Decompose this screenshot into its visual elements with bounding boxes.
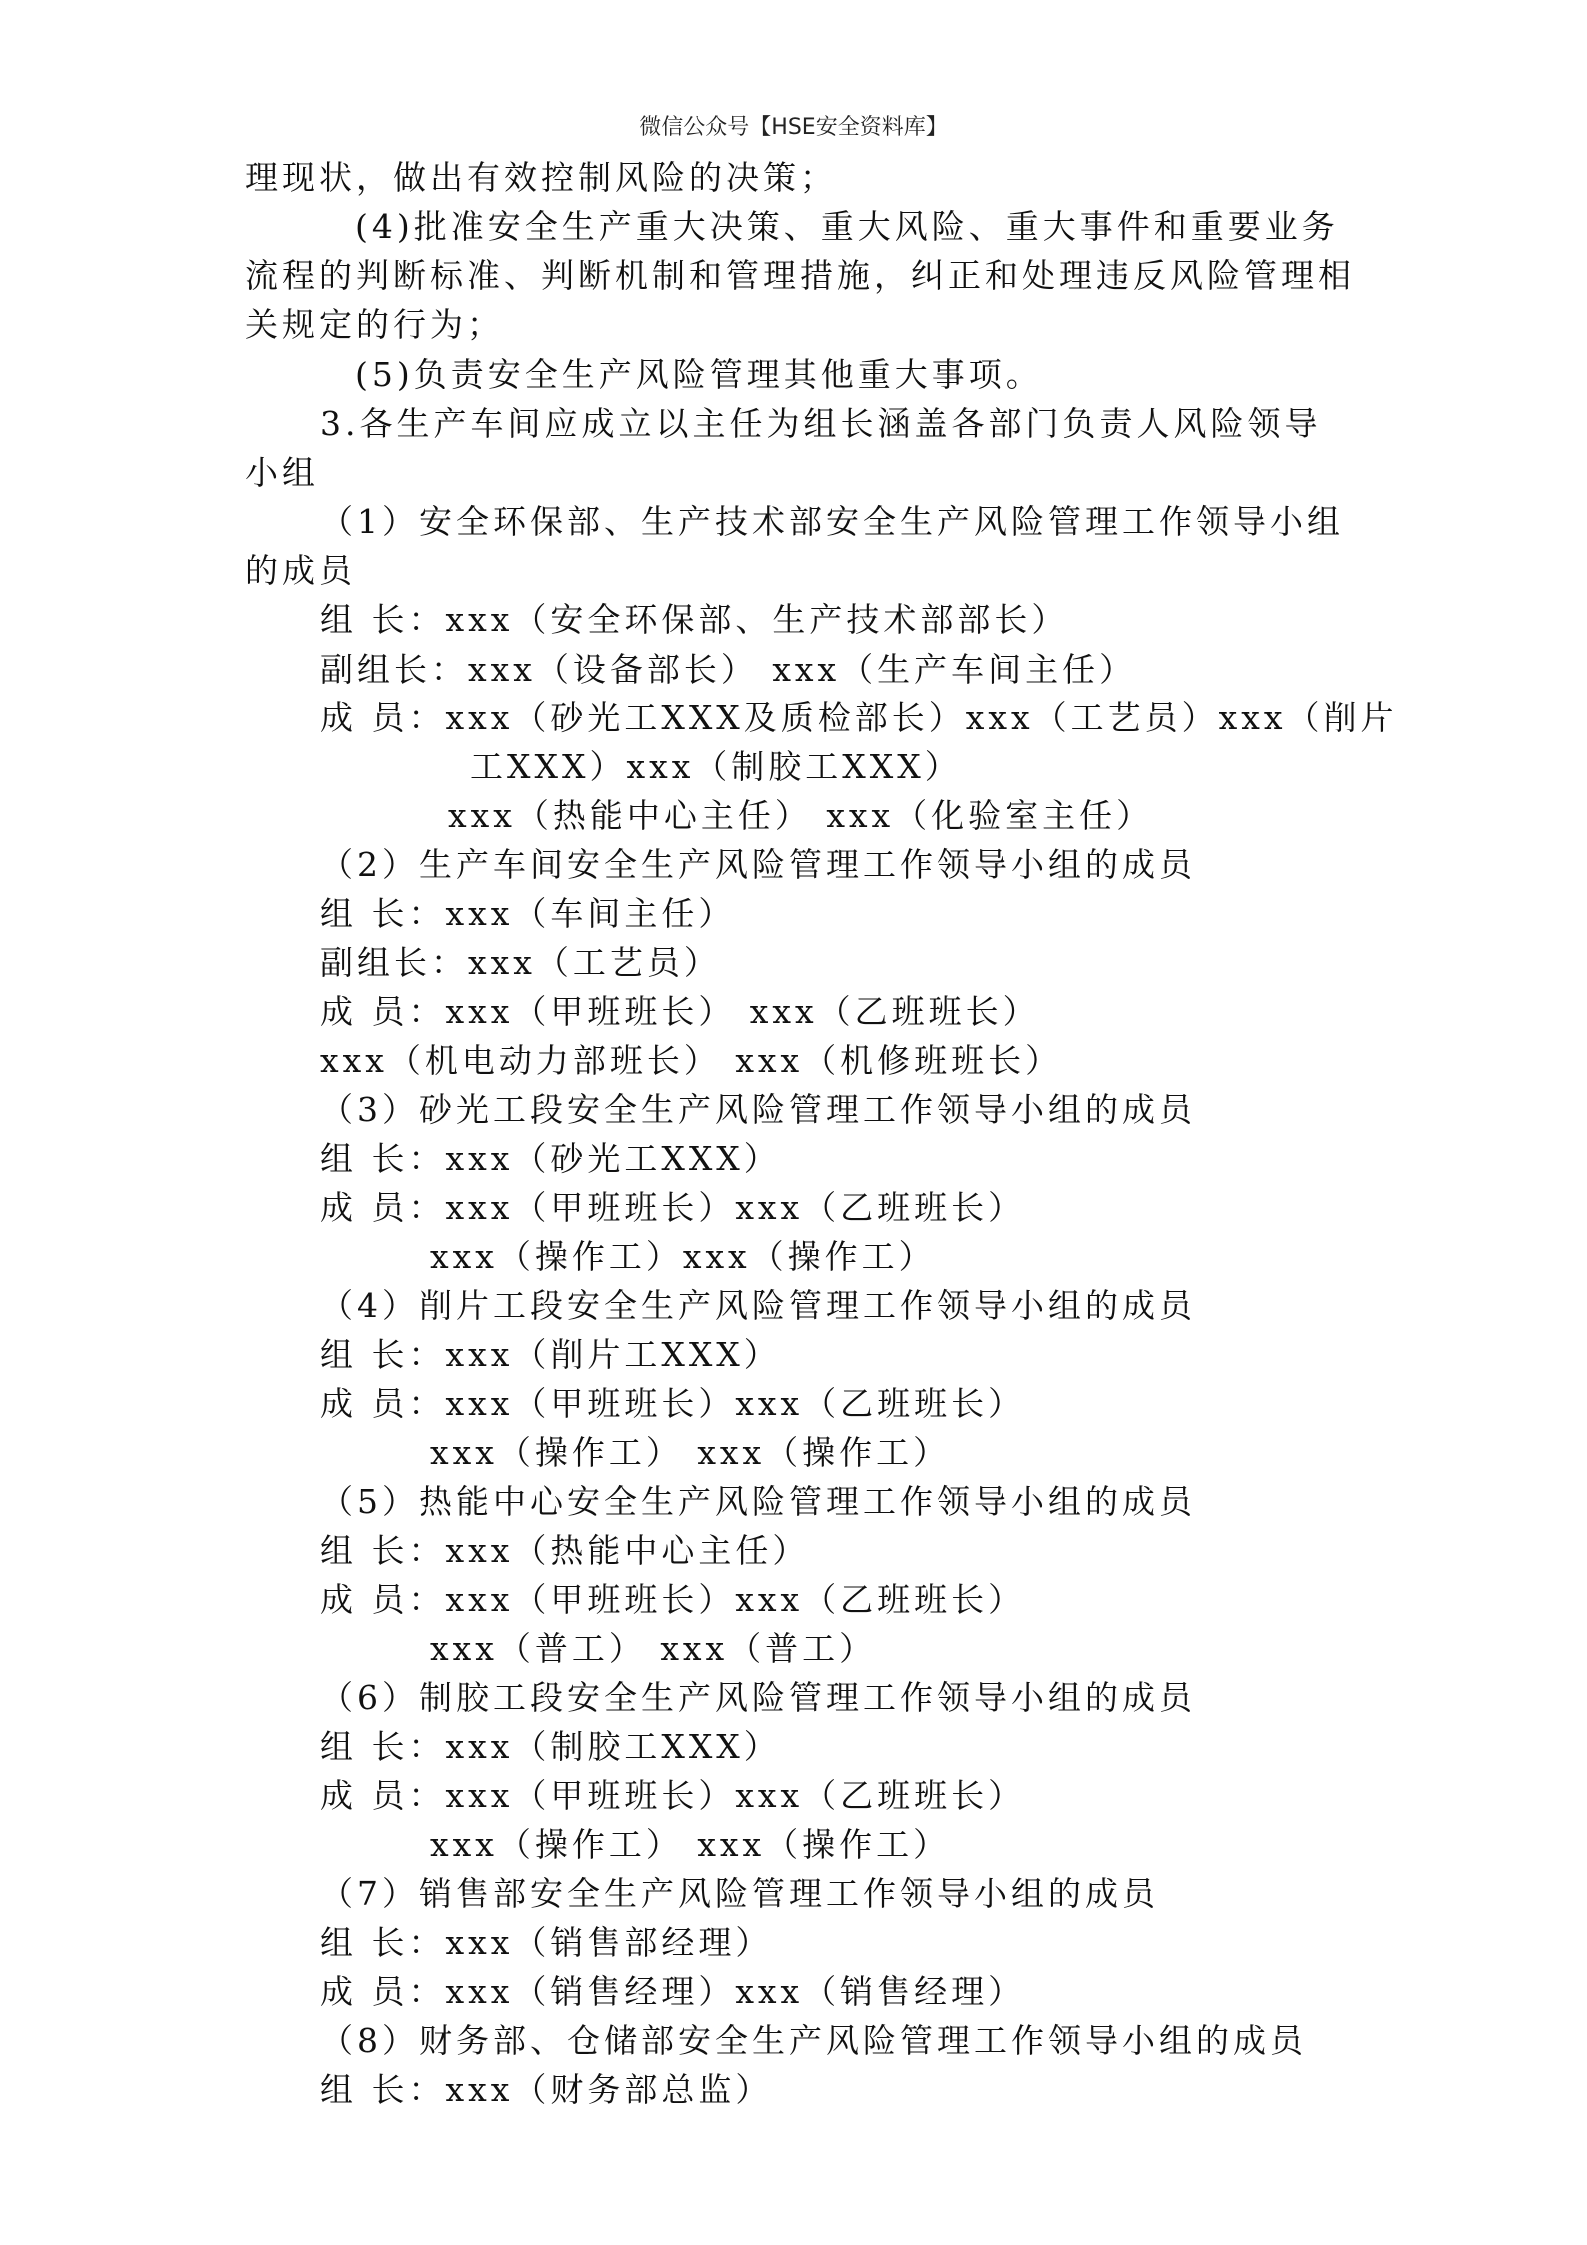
text-line: 成 员：xxx（甲班班长）xxx（乙班班长） (320, 1188, 1026, 1227)
text-line: 关规定的行为； (245, 305, 504, 344)
text-line: （6）制胶工段安全生产风险管理工作领导小组的成员 (320, 1678, 1196, 1717)
text-line: 成 员：xxx（砂光工XXX及质检部长）xxx（工艺员）xxx（削片 (320, 698, 1398, 737)
text-line: 组 长：xxx（车间主任） (320, 894, 736, 933)
text-line: 组 长：xxx（财务部总监） (320, 2070, 773, 2109)
text-line: 成 员：xxx（甲班班长）xxx（乙班班长） (320, 1384, 1026, 1423)
text-line: xxx（热能中心主任） xxx（化验室主任） (448, 796, 1154, 835)
text-line: （1）安全环保部、生产技术部安全生产风险管理工作领导小组 (320, 502, 1344, 541)
text-line: xxx（普工） xxx（普工） (430, 1629, 877, 1668)
text-line: 组 长：xxx（安全环保部、生产技术部部长） (320, 600, 1069, 639)
text-line: 组 长：xxx（削片工XXX） (320, 1335, 781, 1374)
text-line: 副组长：xxx（设备部长） xxx（生产车间主任） (320, 650, 1137, 689)
page-header: 微信公众号【HSE安全资料库】 (639, 115, 948, 140)
text-line: （4）削片工段安全生产风险管理工作领导小组的成员 (320, 1286, 1196, 1325)
text-line: xxx（操作工） xxx（操作工） (430, 1825, 951, 1864)
text-line: (4)批准安全生产重大决策、重大风险、重大事件和重要业务 (355, 207, 1339, 246)
text-line: (5)负责安全生产风险管理其他重大事项。 (355, 355, 1043, 394)
text-line: 成 员：xxx（甲班班长）xxx（乙班班长） (320, 1776, 1026, 1815)
text-line: 副组长：xxx（工艺员） (320, 943, 721, 982)
text-line: 组 长：xxx（销售部经理） (320, 1923, 773, 1962)
text-line: 成 员：xxx（甲班班长） xxx（乙班班长） (320, 992, 1040, 1031)
text-line: （3）砂光工段安全生产风险管理工作领导小组的成员 (320, 1090, 1196, 1129)
text-line: （2）生产车间安全生产风险管理工作领导小组的成员 (320, 845, 1196, 884)
text-line: 组 长：xxx（热能中心主任） (320, 1531, 810, 1570)
text-line: 理现状，做出有效控制风险的决策； (245, 158, 837, 197)
text-line: 组 长：xxx（制胶工XXX） (320, 1727, 781, 1766)
text-line: 的成员 (245, 551, 356, 590)
text-line: 成 员：xxx（甲班班长）xxx（乙班班长） (320, 1580, 1026, 1619)
text-line: 组 长：xxx（砂光工XXX） (320, 1139, 781, 1178)
text-line: 流程的判断标准、判断机制和管理措施，纠正和处理违反风险管理相 (245, 256, 1355, 295)
text-line: 成 员：xxx（销售经理）xxx（销售经理） (320, 1972, 1026, 2011)
text-line: （7）销售部安全生产风险管理工作领导小组的成员 (320, 1874, 1159, 1913)
text-line: 小组 (245, 453, 319, 492)
text-line: 3.各生产车间应成立以主任为组长涵盖各部门负责人风险领导 (320, 404, 1322, 443)
text-line: （5）热能中心安全生产风险管理工作领导小组的成员 (320, 1482, 1196, 1521)
text-line: xxx（操作工）xxx（操作工） (430, 1237, 936, 1276)
text-line: xxx（机电动力部班长） xxx（机修班班长） (320, 1041, 1063, 1080)
text-line: xxx（操作工） xxx（操作工） (430, 1433, 951, 1472)
text-line: 工XXX）xxx（制胶工XXX） (470, 747, 962, 786)
text-line: （8）财务部、仓储部安全生产风险管理工作领导小组的成员 (320, 2021, 1307, 2060)
